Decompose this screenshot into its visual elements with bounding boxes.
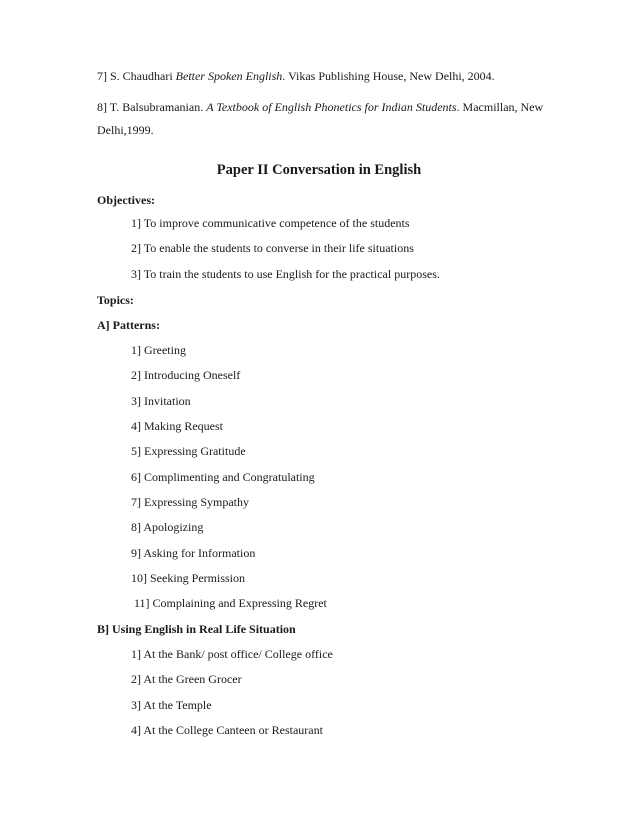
situation-item: 4] At the College Canteen or Restaurant — [131, 723, 323, 737]
situation-item: 3] At the Temple — [131, 698, 212, 712]
section-b-heading: B] Using English in Real Life Situation — [97, 622, 296, 636]
reference-8 — [97, 96, 547, 142]
pattern-item: 11] Complaining and Expressing Regret — [131, 596, 327, 610]
objective-item: 3] To train the students to use English for the practical purposes. — [131, 267, 440, 281]
reference-8-prefix: 8] T. Balsubramanian. — [97, 100, 207, 114]
reference-7-suffix: . Vikas Publishing House, New Delhi, 2004. — [282, 69, 495, 83]
pattern-item: 9] Asking for Information — [131, 546, 256, 560]
pattern-item: 2] Introducing Oneself — [131, 368, 241, 382]
objective-item: 2] To enable the students to converse in their life situations — [131, 241, 414, 255]
pattern-item: 7] Expressing Sympathy — [131, 495, 249, 509]
pattern-item: 10] Seeking Permission — [131, 571, 245, 585]
pattern-item: 8] Apologizing — [131, 520, 204, 534]
topics-heading: Topics: — [97, 293, 134, 307]
section-a-heading: A] Patterns: — [97, 318, 160, 332]
pattern-item: 1] Greeting — [131, 343, 186, 357]
reference-8-title: A Textbook of English Phonetics for Indian Students — [206, 100, 457, 114]
reference-7-prefix: 7] S. Chaudhari — [97, 69, 176, 83]
reference-8-suffix: . Macmillan, New Delhi,1999. — [97, 100, 544, 137]
reference-7-title: Better Spoken English — [175, 69, 283, 83]
objectives-heading: Objectives: — [97, 193, 155, 207]
reference-7 — [97, 69, 547, 84]
objective-item: 1] To improve communicative competence of the students — [131, 216, 410, 230]
situation-item: 1] At the Bank/ post office/ College office — [131, 647, 333, 661]
pattern-item: 4] Making Request — [131, 419, 223, 433]
situation-item: 2] At the Green Grocer — [131, 672, 242, 686]
paper-title: Paper II Conversation in English — [216, 162, 422, 178]
pattern-item: 5] Expressing Gratitude — [131, 444, 246, 458]
pattern-item: 6] Complimenting and Congratulating — [131, 470, 315, 484]
pattern-item: 3] Invitation — [131, 394, 191, 408]
